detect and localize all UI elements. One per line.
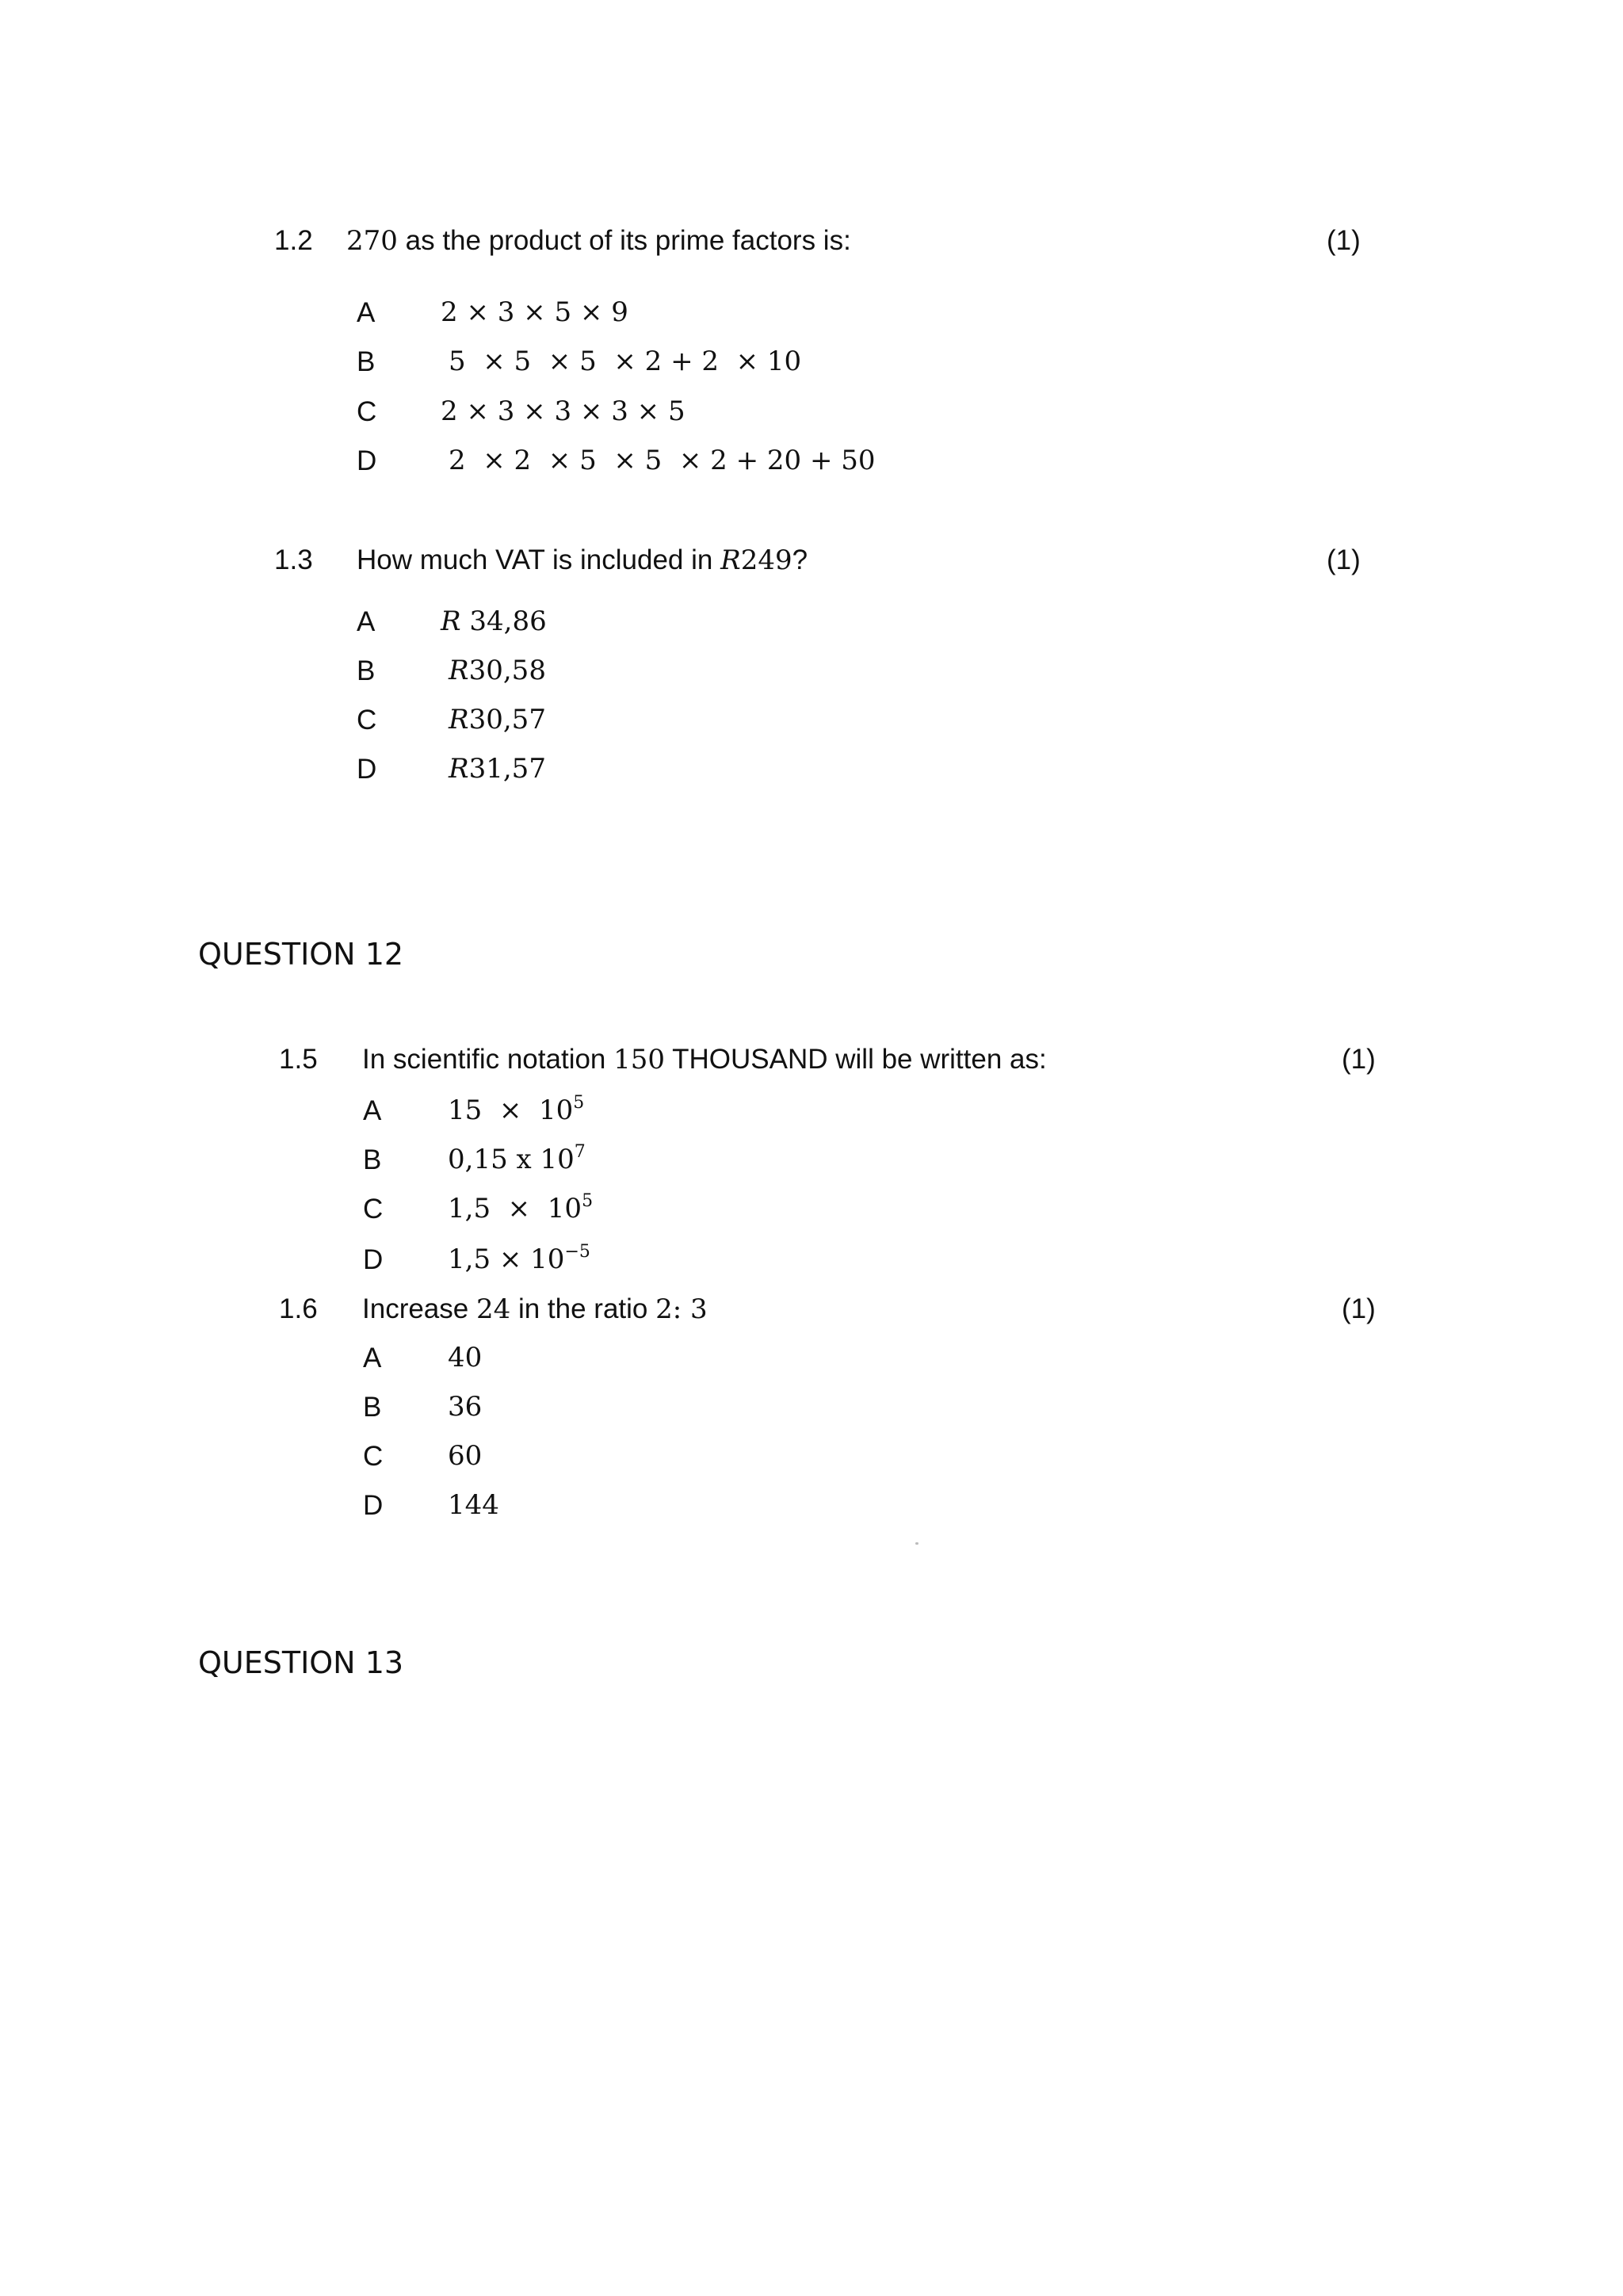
question-marks: (1)	[1327, 544, 1361, 575]
question-text: Increase 24 in the ratio 2: 3	[362, 1293, 708, 1325]
option-value: R30,58	[449, 655, 546, 686]
option-letter: B	[357, 346, 376, 377]
option-value: 2 × 3 × 5 × 9	[441, 296, 628, 328]
section-heading: QUESTION 13	[198, 1645, 404, 1680]
question-number: 1.5	[279, 1044, 318, 1075]
question-number: 1.6	[279, 1293, 318, 1324]
option-letter: D	[357, 754, 377, 785]
question-number: 1.3	[274, 544, 313, 575]
option-value: 144	[448, 1489, 499, 1521]
section-heading: QUESTION 12	[198, 937, 404, 972]
question-marks: (1)	[1342, 1044, 1376, 1075]
option-value: 2 × 3 × 3 × 3 × 5	[441, 395, 685, 427]
option-letter: A	[363, 1343, 382, 1373]
option-letter: C	[363, 1194, 384, 1224]
option-letter: C	[357, 396, 377, 427]
scan-speck	[915, 1542, 918, 1545]
question-number: 1.2	[274, 225, 313, 256]
question-text: How much VAT is included in R249?	[357, 544, 808, 576]
option-letter: C	[363, 1441, 384, 1472]
option-letter: B	[357, 655, 376, 686]
option-value: $1,5 \times 10^5$	[448, 1191, 594, 1224]
option-letter: D	[363, 1490, 384, 1521]
option-value: R31,57	[449, 753, 546, 785]
question-marks: (1)	[1342, 1293, 1376, 1324]
question-marks: (1)	[1327, 225, 1361, 256]
option-letter: A	[363, 1095, 382, 1126]
option-value: $15 \times 10^5$	[448, 1093, 585, 1126]
option-value: 40	[448, 1342, 483, 1373]
option-value: 60	[448, 1440, 483, 1472]
option-value: $1,5 \times 10^{-5}$	[448, 1242, 590, 1275]
option-value: R 34,86	[441, 606, 547, 637]
question-text: In scientific notation 150 THOUSAND will be written as:	[362, 1044, 1047, 1075]
option-value: R30,57	[449, 704, 546, 735]
question-text: 270 as the product of its prime factors is:	[346, 225, 851, 257]
option-letter: D	[363, 1244, 384, 1275]
option-letter: D	[357, 445, 377, 476]
option-letter: B	[363, 1392, 382, 1423]
option-value: 5 × 5 × 5 × 2 + 2 × 10	[449, 346, 802, 377]
option-letter: C	[357, 705, 377, 735]
option-letter: B	[363, 1144, 382, 1175]
option-value: 0,15 x $10^7$	[448, 1142, 586, 1175]
option-letter: A	[357, 297, 376, 328]
option-value: 2 × 2 × 5 × 5 × 2 + 20 + 50	[449, 445, 876, 476]
option-letter: A	[357, 606, 376, 637]
option-value: 36	[448, 1391, 483, 1423]
